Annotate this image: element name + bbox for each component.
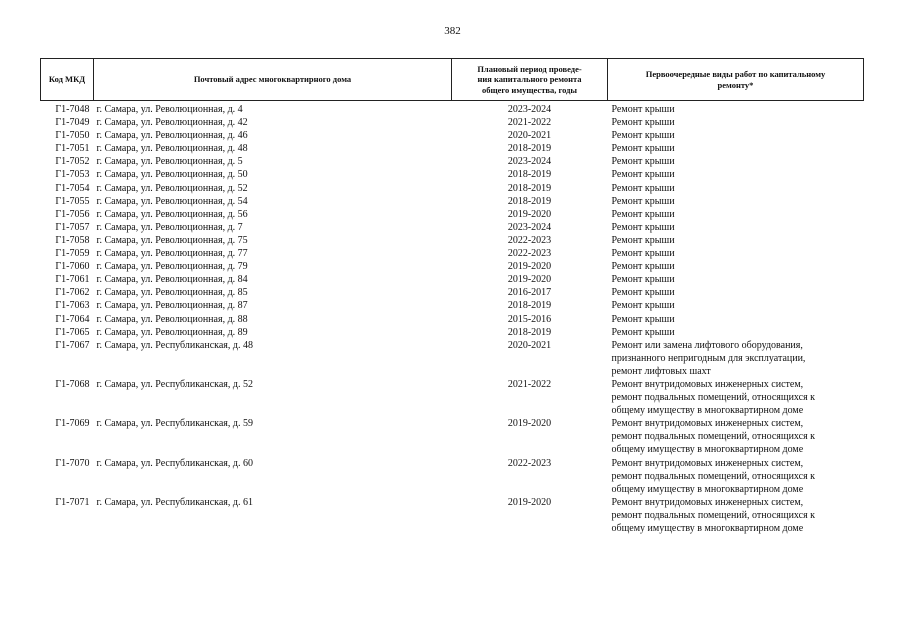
table-row	[41, 208, 864, 221]
cell-code: Г1-7069	[55, 418, 90, 430]
table-row	[41, 299, 864, 312]
cell-work	[608, 155, 864, 168]
cell-work	[608, 299, 864, 312]
table-row	[41, 168, 864, 181]
cell-period: 2020-2021	[507, 130, 552, 142]
table-row	[41, 116, 864, 129]
cell-code: Г1-7067	[55, 339, 90, 351]
work-line: Ремонт крыши	[611, 287, 675, 299]
cell-address: г. Самара, ул. Революционная, д. 46	[96, 130, 248, 142]
cell-period: 2020-2021	[507, 339, 552, 351]
work-line: Ремонт крыши	[611, 143, 675, 155]
table-row	[41, 142, 864, 155]
cell-period: 2022-2023	[507, 457, 552, 469]
table-row	[41, 339, 864, 378]
header-period-line: Плановый период проведе-	[477, 63, 582, 74]
cell-work	[608, 129, 864, 142]
cell-period: 2019-2020	[507, 274, 552, 286]
cell-work	[608, 234, 864, 247]
header-work-line: ремонту*	[717, 79, 754, 90]
table-row	[41, 195, 864, 208]
cell-period: 2015-2016	[507, 313, 552, 325]
cell-work	[608, 457, 864, 496]
cell-work	[608, 496, 864, 535]
cell-work	[608, 221, 864, 234]
work-line: ремонт подвальных помещений, относящихся к	[611, 509, 816, 521]
cell-address: г. Самара, ул. Революционная, д. 77	[96, 248, 248, 260]
cell-period: 2018-2019	[507, 169, 552, 181]
cell-address: г. Самара, ул. Революционная, д. 75	[96, 234, 248, 246]
cell-code: Г1-7070	[55, 457, 90, 469]
table-row	[41, 260, 864, 273]
cell-address: г. Самара, ул. Республиканская, д. 52	[96, 378, 253, 390]
work-line: ремонт подвальных помещений, относящихся к	[611, 392, 816, 404]
work-line: Ремонт крыши	[611, 326, 675, 338]
cell-work	[608, 286, 864, 299]
table-body	[41, 101, 864, 536]
cell-work	[608, 326, 864, 339]
work-line: Ремонт крыши	[611, 169, 675, 181]
cell-address: г. Самара, ул. Революционная, д. 48	[96, 143, 248, 155]
cell-address: г. Самара, ул. Революционная, д. 4	[96, 104, 243, 115]
header-period-line: ния капитального ремонта	[477, 74, 582, 85]
header-work-line: Первоочередные виды работ по капитальному	[645, 69, 826, 79]
page-number: 382	[444, 25, 461, 37]
work-line: Ремонт крыши	[611, 313, 675, 325]
cell-code: Г1-7054	[55, 182, 90, 194]
work-line: Ремонт крыши	[611, 117, 675, 129]
cell-period: 2022-2023	[507, 248, 552, 260]
work-line: Ремонт внутридомовых инженерных систем,	[611, 378, 804, 390]
cell-code: Г1-7060	[55, 261, 90, 273]
cell-period: 2018-2019	[507, 326, 552, 338]
cell-address: г. Самара, ул. Республиканская, д. 59	[96, 418, 253, 430]
cell-code: Г1-7065	[55, 326, 90, 338]
repair-schedule-table	[40, 58, 864, 535]
table-row	[41, 378, 864, 417]
work-line: Ремонт или замена лифтового оборудования,	[611, 339, 803, 351]
cell-address: г. Самара, ул. Республиканская, д. 60	[96, 457, 253, 469]
cell-code: Г1-7057	[55, 221, 90, 233]
cell-work	[608, 195, 864, 208]
work-line: Ремонт крыши	[611, 248, 675, 260]
cell-address: г. Самара, ул. Революционная, д. 79	[96, 261, 248, 273]
work-line: Ремонт крыши	[611, 156, 675, 168]
cell-address: г. Самара, ул. Революционная, д. 89	[96, 326, 248, 338]
table-row	[41, 247, 864, 260]
cell-period: 2019-2020	[507, 261, 552, 273]
cell-code: Г1-7061	[55, 274, 90, 286]
header-code: Код МКД	[41, 59, 94, 101]
cell-code: Г1-7059	[55, 248, 90, 260]
cell-address: г. Самара, ул. Революционная, д. 42	[96, 117, 248, 129]
cell-work	[608, 260, 864, 273]
cell-period: 2016-2017	[507, 287, 552, 299]
cell-work	[608, 101, 864, 117]
cell-code: Г1-7049	[55, 117, 90, 129]
cell-work	[608, 313, 864, 326]
cell-work	[608, 339, 864, 378]
cell-address: г. Самара, ул. Революционная, д. 87	[96, 300, 248, 312]
cell-address: г. Самара, ул. Революционная, д. 85	[96, 287, 248, 299]
cell-period: 2023-2024	[507, 104, 552, 115]
work-line: общему имуществу в многоквартирном доме	[611, 444, 804, 456]
header-period	[452, 59, 608, 101]
cell-work	[608, 378, 864, 417]
work-line: Ремонт крыши	[611, 130, 675, 142]
cell-address: г. Самара, ул. Революционная, д. 56	[96, 208, 248, 220]
table-row	[41, 129, 864, 142]
cell-period: 2018-2019	[507, 182, 552, 194]
cell-period: 2018-2019	[507, 195, 552, 207]
header-period-line: общего имущества, годы	[481, 84, 578, 95]
table-row	[41, 101, 864, 117]
cell-code: Г1-7056	[55, 208, 90, 220]
cell-work	[608, 208, 864, 221]
cell-code: Г1-7064	[55, 313, 90, 325]
header-work	[608, 59, 864, 101]
cell-work	[608, 142, 864, 155]
cell-period: 2019-2020	[507, 496, 552, 508]
work-line: общему имуществу в многоквартирном доме	[611, 523, 804, 534]
cell-work	[608, 247, 864, 260]
cell-code: Г1-7050	[55, 130, 90, 142]
work-line: Ремонт крыши	[611, 104, 675, 115]
table-row	[41, 326, 864, 339]
cell-period: 2021-2022	[507, 378, 552, 390]
cell-code: Г1-7052	[55, 156, 90, 168]
work-line: Ремонт крыши	[611, 221, 675, 233]
table-row	[41, 313, 864, 326]
table-row	[41, 155, 864, 168]
work-line: Ремонт крыши	[611, 300, 675, 312]
table-row	[41, 286, 864, 299]
cell-work	[608, 116, 864, 129]
work-line: ремонт подвальных помещений, относящихся к	[611, 431, 816, 443]
cell-period: 2019-2020	[507, 418, 552, 430]
cell-period: 2018-2019	[507, 143, 552, 155]
cell-address: г. Самара, ул. Революционная, д. 50	[96, 169, 248, 181]
cell-code: Г1-7055	[55, 195, 90, 207]
cell-period: 2023-2024	[507, 156, 552, 168]
table-row	[41, 273, 864, 286]
cell-work	[608, 417, 864, 456]
cell-address: г. Самара, ул. Революционная, д. 84	[96, 274, 248, 286]
cell-address: г. Самара, ул. Революционная, д. 54	[96, 195, 248, 207]
table-row	[41, 182, 864, 195]
work-line: Ремонт крыши	[611, 274, 675, 286]
cell-code: Г1-7058	[55, 234, 90, 246]
cell-address: г. Самара, ул. Республиканская, д. 48	[96, 339, 253, 351]
cell-code: Г1-7062	[55, 287, 90, 299]
cell-code: Г1-7071	[55, 496, 90, 508]
work-line: Ремонт крыши	[611, 182, 675, 194]
table-row	[41, 234, 864, 247]
cell-code: Г1-7068	[55, 378, 90, 390]
work-line: Ремонт внутридомовых инженерных систем,	[611, 418, 804, 430]
cell-work	[608, 182, 864, 195]
table-row	[41, 457, 864, 496]
work-line: Ремонт крыши	[611, 261, 675, 273]
cell-period: 2018-2019	[507, 300, 552, 312]
table-row	[41, 417, 864, 456]
cell-period: 2023-2024	[507, 221, 552, 233]
cell-address: г. Самара, ул. Революционная, д. 5	[96, 156, 243, 168]
cell-code: Г1-7051	[55, 143, 90, 155]
cell-period: 2022-2023	[507, 234, 552, 246]
work-line: Ремонт внутридомовых инженерных систем,	[611, 457, 804, 469]
work-line: Ремонт крыши	[611, 234, 675, 246]
work-line: Ремонт крыши	[611, 208, 675, 220]
cell-work	[608, 273, 864, 286]
cell-address: г. Самара, ул. Революционная, д. 7	[96, 221, 243, 233]
work-line: признанного непригодным для эксплуатации,	[611, 352, 806, 364]
work-line: Ремонт крыши	[611, 195, 675, 207]
work-line: ремонт лифтовых шахт	[611, 365, 711, 377]
cell-work	[608, 168, 864, 181]
cell-code: Г1-7048	[55, 104, 90, 115]
work-line: Ремонт внутридомовых инженерных систем,	[611, 496, 804, 508]
table-row	[41, 496, 864, 535]
table-row	[41, 221, 864, 234]
work-line: ремонт подвальных помещений, относящихся к	[611, 470, 816, 482]
cell-code: Г1-7063	[55, 300, 90, 312]
cell-address: г. Самара, ул. Революционная, д. 52	[96, 182, 248, 194]
cell-period: 2021-2022	[507, 117, 552, 129]
cell-period: 2019-2020	[507, 208, 552, 220]
cell-code: Г1-7053	[55, 169, 90, 181]
header-address: Почтовый адрес многоквартирного дома	[94, 59, 452, 101]
work-line: общему имуществу в многоквартирном доме	[611, 483, 804, 495]
table-header-row	[41, 59, 864, 101]
cell-address: г. Самара, ул. Революционная, д. 88	[96, 313, 248, 325]
work-line: общему имуществу в многоквартирном доме	[611, 405, 804, 417]
cell-address: г. Самара, ул. Республиканская, д. 61	[96, 496, 253, 508]
